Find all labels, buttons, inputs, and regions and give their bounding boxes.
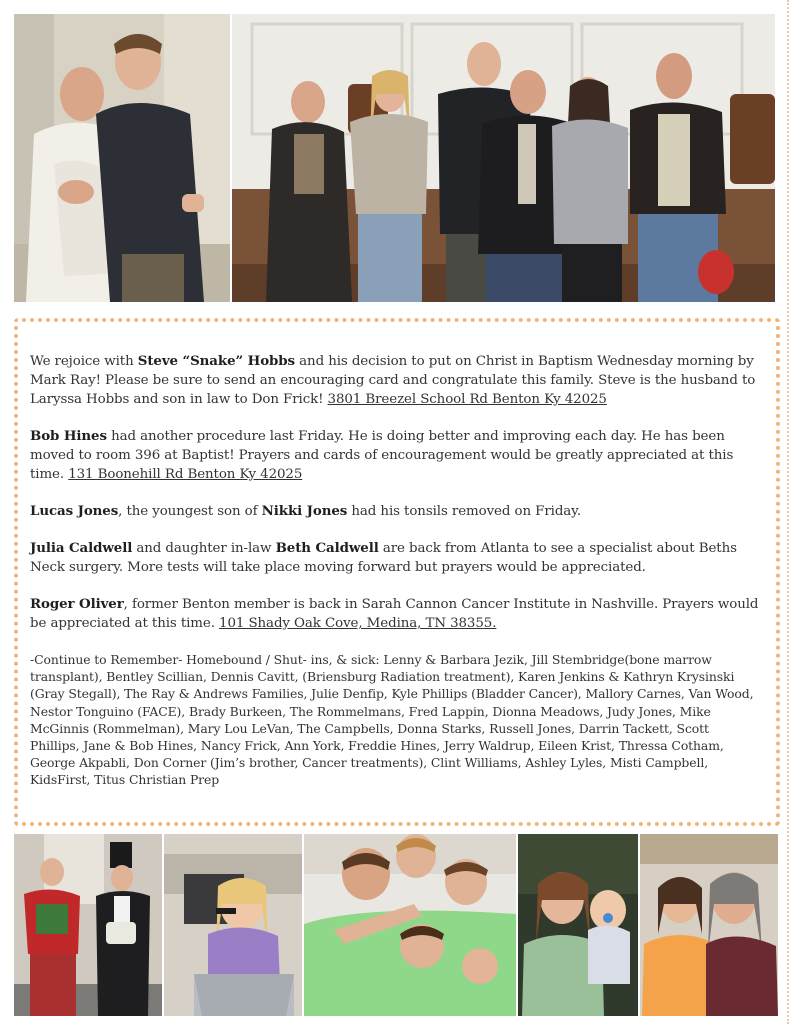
news-text: and his decision to put on Christ in Baptism Wednesday morning by Mark Ray! Please be sure to send an encouraging card and congratulate this family. Steve is the husband to Laryssa Hobbs and son in law to Don Frick! <box>30 354 756 407</box>
news-name: Bob Hines <box>30 428 107 444</box>
news-name: Lucas Jones <box>30 503 119 519</box>
news-item-hobbs <box>30 352 762 409</box>
news-text: , former Benton member is back in Sarah Cannon Cancer Institute in Nashville. Prayers would be appreciated at this time. <box>30 597 759 631</box>
news-text: are back from Atlanta to see a specialist about Beths Neck surgery. More tests will take place moving forward but prayers would be appreciated. <box>30 541 737 575</box>
news-address: 131 Boonehill Rd Benton Ky 42025 <box>68 467 303 482</box>
news-text: had another procedure last Friday. He is doing better and improving each day. He has been moved to room 396 at Baptist! Prayers and cards of encouragement would be greatly appreciated at this time. <box>30 429 734 482</box>
news-item-oliver <box>30 595 762 633</box>
news-address: 3801 Breezel School Rd Benton Ky 42025 <box>327 392 607 407</box>
mother-baby-photo <box>518 834 638 1016</box>
news-item-caldwell <box>30 539 762 577</box>
continue-to-remember-list: -Continue to Remember- Homebound / Shut- ins, & sick: Lenny & Barbara Jezik, Jill Stembridge(bone marrow transplant), Bentley Scillian, Dennis Cavitt, (Briensburg Radiation treatment), Karen Jenkins & Kathryn Krysinski (Gray Stegall), The Ray & Andrews Families, Julie Denfip, Kyle Phillips (Bladder Cancer), Mallory Carnes, Van Wood, Nestor Tonguino (FACE), Brady Burkeen, The Rommelmans, Fred Lappin, Dionna Meadows, Judy Jones, Mike McGinnis (Rommelman), Mary Lou LeVan, The Campbells, Donna Starks, Russell Jones, Darrin Tackett, Scott Phillips, Jane & Bob Hines, Nancy Frick, Ann York, Freddie Hines, Jerry Waldrup, Eileen Krist, Thressa Cotham, George Akpabli, Don Corner (Jim’s brother, Cancer treatments), Clint Williams, Ashley Lyles, Misti Campbell, KidsFirst, Titus Christian Prep <box>30 652 754 788</box>
news-name: Roger Oliver <box>30 596 124 612</box>
baptism-pair-photo <box>14 14 230 302</box>
news-text: , the youngest son of <box>118 504 262 519</box>
mother-daughter-photo <box>640 834 778 1016</box>
boys-group-photo <box>304 834 516 1016</box>
news-name: Steve “Snake” Hobbs <box>137 353 295 369</box>
page-border <box>787 0 789 1024</box>
news-name: Nikki Jones <box>261 503 348 519</box>
news-item-jones <box>30 502 762 521</box>
costume-pair-photo <box>14 834 162 1016</box>
news-name: Julia Caldwell <box>30 540 133 556</box>
news-item-hines <box>30 427 762 484</box>
prayer-news-box <box>14 318 780 826</box>
news-text: had his tonsils removed on Friday. <box>347 504 582 519</box>
news-name: Beth Caldwell <box>275 540 379 556</box>
child-kitchen-photo <box>164 834 302 1016</box>
news-text: and daughter in-law <box>132 541 276 556</box>
news-text: We rejoice with <box>30 354 138 369</box>
news-content <box>30 352 762 789</box>
news-address: 101 Shady Oak Cove, Medina, TN 38355. <box>219 616 497 631</box>
family-group-photo <box>232 14 775 302</box>
